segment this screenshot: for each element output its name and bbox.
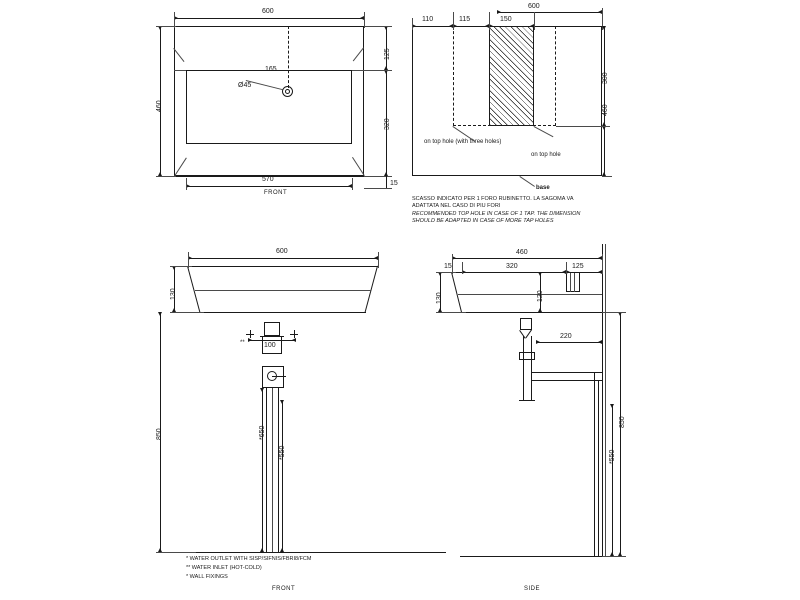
dim-front-550-arrow-bottom bbox=[280, 548, 284, 552]
dim-base-300-arrow-top bbox=[602, 26, 606, 30]
dim-front-650-arrow-bottom bbox=[260, 548, 264, 552]
dim-side-130-ext-top bbox=[436, 272, 456, 273]
dim-front-550-arrow-top bbox=[280, 400, 284, 404]
dim-base-150-label: 150 bbox=[500, 16, 512, 23]
dim-base-110-line bbox=[412, 26, 453, 27]
dim-side-320-label: 320 bbox=[506, 263, 518, 270]
dim-base-115-line bbox=[453, 26, 489, 27]
side-branch-riser bbox=[594, 372, 595, 556]
dim-base-ext-r1 bbox=[556, 126, 610, 127]
dim-front-850-arrow-top bbox=[158, 312, 162, 316]
dim-side-125-label: 125 bbox=[572, 263, 584, 270]
basin-inner-bowl bbox=[186, 70, 352, 144]
front-basin-bottom bbox=[200, 312, 366, 313]
dim-side-125-line bbox=[566, 272, 602, 273]
front-pipe-right bbox=[278, 388, 279, 552]
dim-side-ext-3 bbox=[566, 262, 567, 274]
dim-front-650-arrow-top bbox=[260, 388, 264, 392]
front-valve-stem bbox=[272, 376, 286, 377]
inlet-cross-left-v bbox=[250, 330, 251, 338]
side-branch-riser-2 bbox=[598, 380, 599, 556]
dim-side-ext-1 bbox=[452, 254, 453, 274]
side-pipe-foot bbox=[519, 400, 535, 401]
note-three-holes: on top hole (with three holes) bbox=[424, 139, 502, 145]
side-wall-line bbox=[602, 244, 603, 556]
side-pipe-right bbox=[531, 336, 532, 400]
dim-left-460-ext-bottom bbox=[156, 176, 176, 177]
dim-side-550-line bbox=[612, 404, 613, 556]
front-basin-top bbox=[188, 266, 378, 267]
front-inlet-marker-label: ** bbox=[240, 340, 245, 346]
dim-side-220-arrow-right bbox=[598, 340, 602, 344]
dim-side-220-arrow-left bbox=[536, 340, 540, 344]
dim-base-110-label: 110 bbox=[422, 16, 434, 23]
tap-hole-centerline bbox=[288, 26, 289, 88]
side-floor-line bbox=[460, 556, 610, 557]
top-view-caption: FRONT bbox=[264, 190, 288, 196]
dim-side-850-line bbox=[620, 312, 621, 556]
dim-left-460-label: 460 bbox=[156, 100, 163, 112]
dim-left-460-ext-top bbox=[156, 26, 176, 27]
dim-side-120-arrow-bottom bbox=[538, 308, 542, 312]
side-basin-inner-line bbox=[458, 294, 602, 295]
base-hatched-taphole-region bbox=[489, 26, 534, 126]
dim-front-100-line bbox=[248, 340, 296, 341]
side-trap-head bbox=[520, 318, 532, 330]
front-pipe-left bbox=[266, 388, 267, 552]
dim-front-100-arrow-left bbox=[248, 338, 252, 342]
dim-base-600-line bbox=[497, 12, 602, 13]
dim-base-600-arrow-left bbox=[497, 10, 501, 14]
dim-front-100-arrow-right bbox=[292, 338, 296, 342]
dim-side-550-label: *550 bbox=[609, 449, 616, 464]
dim-right-320-label: 320 bbox=[384, 118, 391, 130]
dim-right-ext-top bbox=[364, 26, 392, 27]
dim-bottom-570-ext-left bbox=[186, 178, 187, 190]
dim-side-ext-2 bbox=[462, 262, 463, 274]
tap-hole-diameter-label: Ø45 bbox=[238, 82, 252, 89]
dim-base-300-label: 300 bbox=[602, 72, 609, 84]
side-basin-bottom bbox=[462, 312, 602, 313]
dim-front-600-line bbox=[188, 258, 378, 259]
note-italian-2: ADATTATA NEL CASO DI PIU FORI bbox=[412, 203, 501, 209]
note-english-2: SHOULD BE ADAPTED IN CASE OF MORE TAP HOLES bbox=[412, 218, 554, 224]
dim-side-850-ext-bot bbox=[602, 556, 626, 557]
dim-side-220-line bbox=[536, 342, 602, 343]
dim-front-600-ext-right bbox=[378, 252, 379, 268]
tap-hole-offset-label: 165 bbox=[265, 66, 277, 73]
dim-side-220-label: 220 bbox=[560, 333, 572, 340]
dim-front-550-label: *550 bbox=[279, 445, 286, 460]
note-english-1: RECOMMENDED TOP HOLE IN CASE OF 1 TAP. THE DIMENSION bbox=[412, 211, 581, 217]
dim-right-15-line bbox=[386, 176, 387, 188]
side-wall-line-2 bbox=[605, 244, 606, 556]
front-view-caption: FRONT bbox=[272, 586, 296, 592]
dim-front-650-line bbox=[262, 388, 263, 552]
legend-line-1: * WATER OUTLET WITH SISP/SIFNIS/FBRI8/FCM bbox=[186, 556, 312, 562]
dim-bottom-570-ext-right bbox=[352, 178, 353, 190]
dim-front-550-line bbox=[282, 400, 283, 552]
dim-side-460-line bbox=[452, 258, 602, 259]
front-floor-line bbox=[196, 552, 446, 553]
side-tap-detail-l1 bbox=[570, 272, 571, 292]
dim-right-125-label: 125 bbox=[384, 48, 391, 60]
tap-hole-inner-circle bbox=[285, 89, 290, 94]
dim-base-ext-r2 bbox=[602, 176, 612, 177]
dim-side-130-label: 130 bbox=[436, 292, 443, 304]
dim-side-850-label: 850 bbox=[619, 416, 626, 428]
side-tap-detail-l2 bbox=[574, 272, 575, 292]
dim-front-100-label: 100 bbox=[264, 342, 276, 349]
dim-base-150-line bbox=[489, 26, 534, 27]
dim-base-ext-1 bbox=[453, 12, 454, 30]
dim-base-460-label: 460 bbox=[602, 104, 609, 116]
side-view-caption: SIDE bbox=[524, 586, 541, 592]
dim-base-ext-3 bbox=[534, 12, 535, 30]
dim-base-115-label: 115 bbox=[459, 16, 471, 23]
bowl-edge-line-1 bbox=[174, 70, 186, 71]
dim-front-600-label: 600 bbox=[276, 248, 288, 255]
dim-side-850-ext-top bbox=[602, 312, 626, 313]
dim-right-ext-mid bbox=[352, 70, 392, 71]
front-trap-head bbox=[264, 322, 280, 336]
legend-line-2: ** WATER INLET (HOT-COLD) bbox=[186, 565, 262, 571]
legend-line-3: * WALL FIXINGS bbox=[186, 574, 228, 580]
dim-side-120-arrow-top bbox=[538, 272, 542, 276]
side-branch-top bbox=[531, 372, 602, 373]
dim-front-650-label: *650 bbox=[259, 425, 266, 440]
dim-side-550-arrow-bottom bbox=[610, 552, 614, 556]
front-basin-inner-line bbox=[195, 290, 371, 291]
dim-right-ext-bot bbox=[364, 176, 392, 177]
dim-top-600-label: 600 bbox=[262, 8, 274, 15]
dim-right-15-label: 15 bbox=[390, 180, 398, 187]
note-one-hole: on top hole bbox=[531, 152, 561, 158]
dim-side-320-line bbox=[462, 272, 566, 273]
note-italian-1: SCASSO INDICATO PER 1 FORO RUBINETTO. LA SAGOMA VA bbox=[412, 196, 574, 202]
side-tap-detail bbox=[566, 272, 580, 292]
side-basin-front-edge bbox=[451, 272, 462, 313]
dim-base-ext-0 bbox=[412, 18, 413, 30]
dim-base-ext-2 bbox=[489, 12, 490, 30]
side-pipe-left bbox=[523, 336, 524, 400]
dim-right-ext-bot2 bbox=[364, 188, 392, 189]
front-pipe-center bbox=[272, 388, 273, 552]
dim-bottom-570-label: 570 bbox=[262, 176, 274, 183]
dim-top-600-line bbox=[174, 18, 364, 19]
dim-front-130-ext-bot bbox=[170, 312, 204, 313]
dim-side-460-label: 460 bbox=[516, 249, 528, 256]
dim-front-130-ext-top bbox=[170, 266, 192, 267]
dim-side-15-label: 15 bbox=[444, 263, 452, 270]
side-branch-bottom bbox=[531, 380, 602, 381]
inlet-cross-right-v bbox=[294, 330, 295, 338]
base-label: base bbox=[536, 185, 550, 191]
dim-front-850-label: 850 bbox=[156, 428, 163, 440]
dim-side-ext-4 bbox=[602, 254, 603, 274]
dim-bottom-570-line bbox=[186, 186, 352, 187]
dim-side-550-arrow-top bbox=[610, 404, 614, 408]
dim-side-120-label: 120 bbox=[537, 290, 544, 302]
dim-base-460-line bbox=[604, 126, 605, 176]
dim-base-600-label: 600 bbox=[528, 3, 540, 10]
side-pipe-collar bbox=[519, 352, 535, 360]
dim-front-850-ext-bot bbox=[156, 552, 196, 553]
dim-side-130-ext-bot bbox=[436, 312, 466, 313]
dim-front-130-label: 130 bbox=[170, 288, 177, 300]
base-label-leader bbox=[519, 176, 534, 187]
